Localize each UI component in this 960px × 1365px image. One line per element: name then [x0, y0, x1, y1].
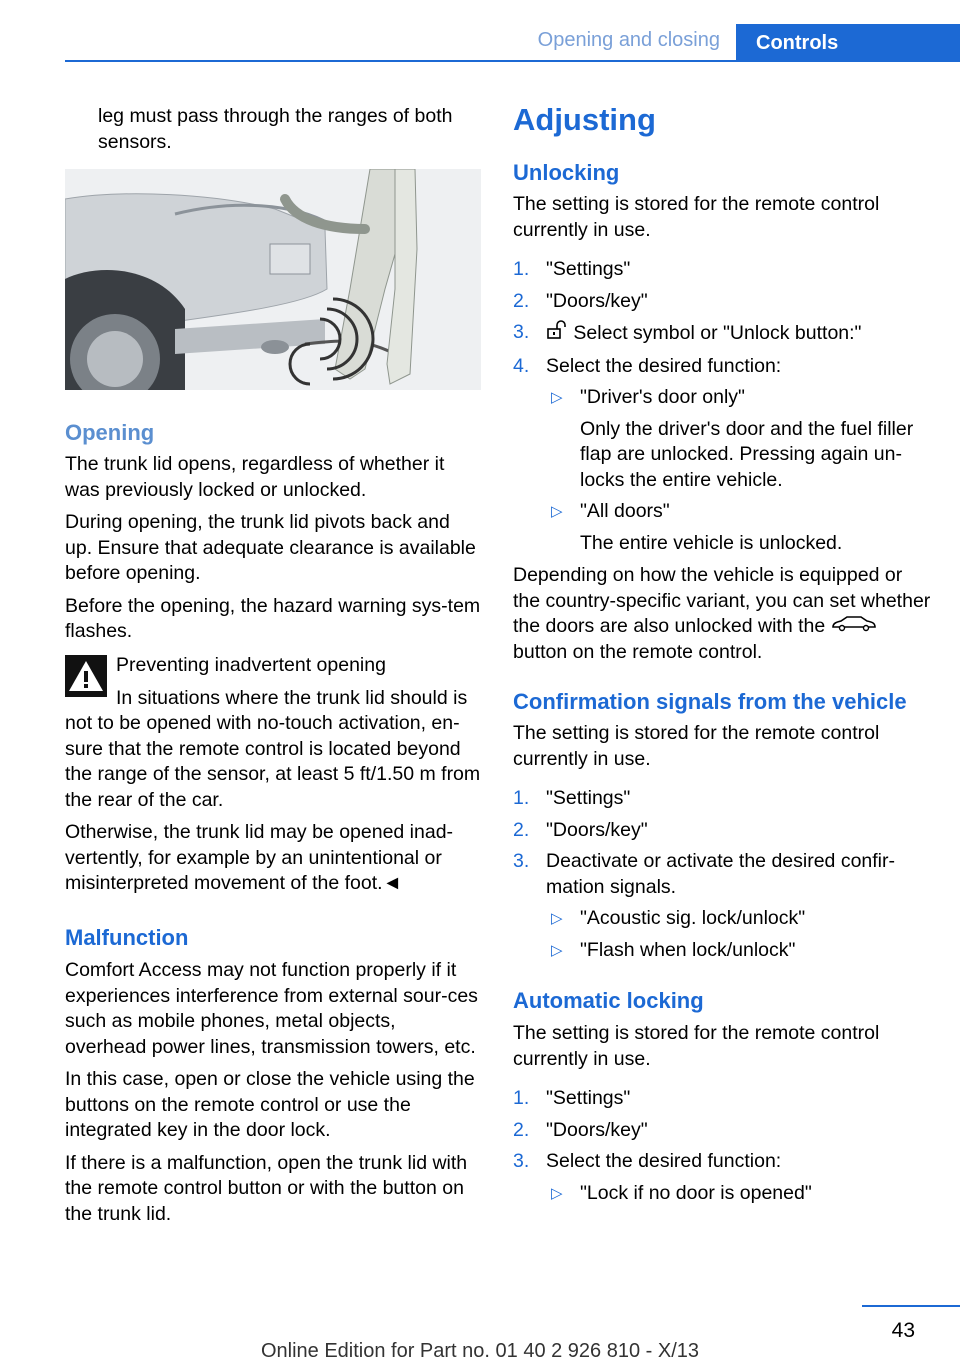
malfunction-paragraph-3: If there is a malfunction, open the trunk lid with the remote control button or with the button on the trunk lid. — [65, 1151, 468, 1225]
list-item: 3. Select the desired function: — [513, 1150, 782, 1172]
warning-body: In situations where the trunk lid should is not to be opened with no-touch activation, en-sure that the remote control is located beyond the range of the sensor, at least 5 ft/1.50 m from the rear of the car. — [65, 686, 481, 811]
confirmation-intro: The setting is stored for the remote control currently in use. — [513, 722, 880, 770]
warning-icon — [65, 655, 107, 697]
malfunction-paragraph-2: In this case, open or close the vehicle using the buttons on the remote control or use the integrated key in the door lock. — [65, 1068, 475, 1141]
adjusting-heading: Adjusting — [513, 102, 656, 137]
list-item: ▷ "Flash when lock/unlock" — [551, 938, 796, 961]
footer-edition-text: Online Edition for Part no. 01 40 2 926 810 - X/13 — [260, 1340, 700, 1362]
malfunction-paragraph-1: Comfort Access may not function properly if it experiences interference from external sour-ces such as mobile phones, metal objects, overhead power lines, transmission towers, etc. — [65, 959, 478, 1058]
opening-paragraph-2: During opening, the trunk lid pivots back and up. Ensure that adequate clearance is available before opening. — [65, 511, 476, 584]
list-item: ▷ "Lock if no door is opened" — [551, 1181, 812, 1204]
trunk-kick-illustration — [65, 169, 481, 390]
list-item: 1. "Settings" — [513, 258, 631, 280]
opening-paragraph-1: The trunk lid opens, regardless of whether it was previously locked or unlocked. — [65, 453, 445, 501]
unlocking-intro: The setting is stored for the remote control currently in use. — [513, 193, 880, 241]
confirmation-heading: Confirmation signals from the vehicle — [513, 689, 907, 714]
list-item: ▷ "Driver's door only" Only the driver's door and the fuel filler flap are unlocked. Pressing again un-locks the entire vehicle. — [551, 386, 914, 491]
header-section-title: Opening and closing — [537, 29, 720, 51]
warning-title: Preventing inadvertent opening — [116, 654, 386, 676]
list-item: 2. "Doors/key" — [513, 1118, 648, 1141]
malfunction-heading: Malfunction — [65, 925, 189, 950]
list-item: 1. "Settings" — [513, 1087, 631, 1109]
list-item: ▷ "Acoustic sig. lock/unlock" — [551, 907, 806, 929]
unlock-padlock-icon — [546, 320, 568, 348]
list-item: 2. "Doors/key" — [513, 289, 648, 312]
list-item: 3. Deactivate or activate the desired confir-mation signals. — [513, 850, 896, 898]
intro-text: leg must pass through the ranges of both sensors. — [98, 105, 453, 153]
list-item: 3. Select symbol or "Unlock button:" — [513, 320, 933, 348]
list-item: ▷ "All doors" The entire vehicle is unlocked. — [551, 500, 843, 554]
page-number: 43 — [891, 1319, 915, 1342]
list-item: 4. Select the desired function: — [513, 354, 782, 377]
opening-paragraph-3: Before the opening, the hazard warning sys-tem flashes. — [65, 594, 481, 642]
unlocking-heading: Unlocking — [513, 160, 620, 185]
header-tab: Controls — [736, 24, 960, 62]
automatic-locking-heading: Automatic locking — [513, 988, 704, 1013]
depending-paragraph: Depending on how the vehicle is equipped or the country-specific variant, you can set whether the doors are also unlocked with the button on the remote control. — [513, 564, 931, 663]
warning-paragraph-2: Otherwise, the trunk lid may be opened inad-vertently, for example by an unintentional or misinterpreted movement of the foot.◄ — [65, 821, 454, 894]
list-item: 2. "Doors/key" — [513, 818, 648, 841]
list-item: 1. "Settings" — [513, 787, 631, 809]
automatic-locking-intro: The setting is stored for the remote control currently in use. — [513, 1022, 880, 1070]
car-icon — [831, 614, 877, 640]
footer-rule — [862, 1305, 960, 1307]
opening-heading: Opening — [65, 420, 155, 445]
warning-block — [65, 653, 481, 897]
